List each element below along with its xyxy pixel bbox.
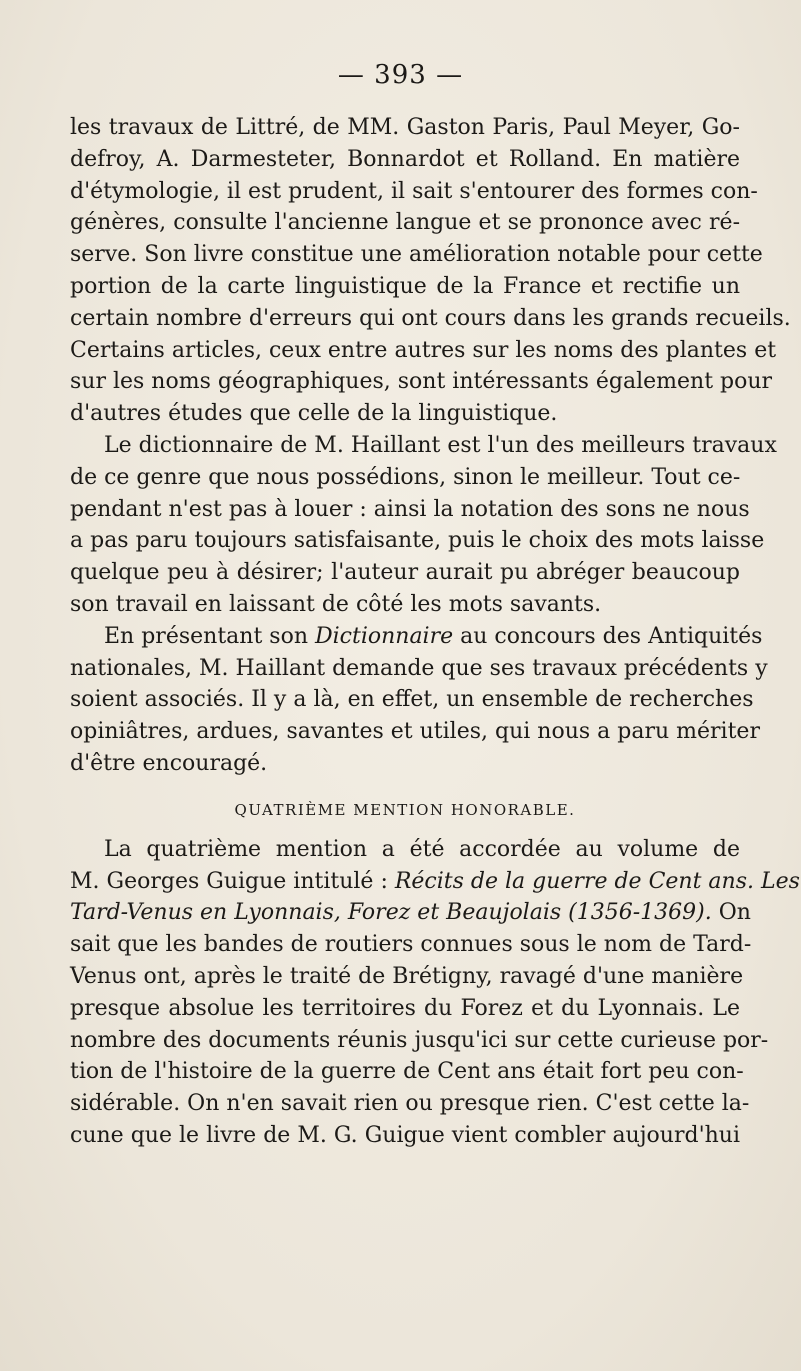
text-line: opiniâtres, ardues, savantes et utiles, qui nous a paru mériter [70,719,760,745]
text-line [70,866,800,898]
text-line: Le dictionnaire de M. Haillant est l'un des meilleurs travaux [104,432,777,458]
paragraph-2 [70,430,777,621]
text-line: génères, consulte l'ancienne langue et se prononce avec ré- [70,210,740,236]
text-segment: On [711,900,751,926]
text-line: nombre des documents réunis jusqu'ici sur cette curieuse por- [70,1027,769,1053]
text-line: Certains articles, ceux entre autres sur les noms des plantes et [70,337,777,363]
text-line: quelque peu à désirer; l'auteur aurait pu abréger beaucoup [70,560,740,586]
text-line: portion de la carte linguistique de la France et rectifie un [70,273,740,299]
text-line: presque absolue les territoires du Forez et du Lyonnais. Le [70,995,740,1021]
text-segment: En présentant son [104,623,315,649]
page-body [70,112,800,1152]
text-segment: au concours des Antiquités [453,623,763,649]
text-line: tion de l'histoire de la guerre de Cent ans était fort peu con- [70,1059,744,1085]
text-line: d'étymologie, il est prudent, il sait s'entourer des formes con- [70,178,758,204]
text-line: Venus ont, après le traité de Brétigny, ravagé d'une manière [70,963,744,989]
text-line: defroy, A. Darmesteter, Bonnardot et Rolland. En matière [70,146,740,172]
text-line: La quatrième mention a été accordée au volume de [104,836,740,862]
text-line: les travaux de Littré, de MM. Gaston Paris, Paul Meyer, Go- [70,115,740,140]
paragraph-3 [70,621,768,780]
text-line: sur les noms géographiques, sont intéressants également pour [70,369,773,395]
book-title-dictionnaire: Dictionnaire [314,623,454,649]
text-line: pendant n'est pas à louer : ainsi la notation des sons ne nous [70,496,750,522]
text-line: cune que le livre de M. G. Guigue vient combler aujourd'hui [70,1122,740,1148]
text-line: sidérable. On n'en savait rien ou presque rien. C'est cette la- [70,1091,750,1117]
section-heading: QUATRIÈME MENTION HONORABLE. [234,800,576,819]
text-line: a pas paru toujours satisfaisante, puis le choix des mots laisse [70,528,765,554]
paragraph-1 [70,112,791,430]
text-line [70,897,751,929]
text-line: de ce genre que nous possédions, sinon le meilleur. Tout ce- [70,464,741,490]
text-line: soient associés. Il y a là, en effet, un ensemble de recherches [70,687,754,713]
text-line: son travail en laissant de côté les mots savants. [70,591,602,617]
text-line: serve. Son livre constitue une amélioration notable pour cette [70,242,763,268]
text-segment: M. Georges Guigue intitulé : [70,868,395,894]
text-line [70,621,763,653]
book-title-tard-venus: Tard-Venus en Lyonnais, Forez et Beaujolais (1356-1369). [70,900,712,926]
text-line: nationales, M. Haillant demande que ses travaux précédents y [70,655,768,681]
text-line: certain nombre d'erreurs qui ont cours dans les grands recueils. [70,305,791,331]
paragraph-4 [70,834,800,1152]
text-line: d'autres études que celle de la linguistique. [70,401,558,427]
text-line: sait que les bandes de routiers connues sous le nom de Tard- [70,932,752,958]
text-line: d'être encouragé. [70,750,268,776]
book-title-recits: Récits de la guerre de Cent ans. Les [394,868,800,894]
page-number: — 393 — [337,60,464,90]
